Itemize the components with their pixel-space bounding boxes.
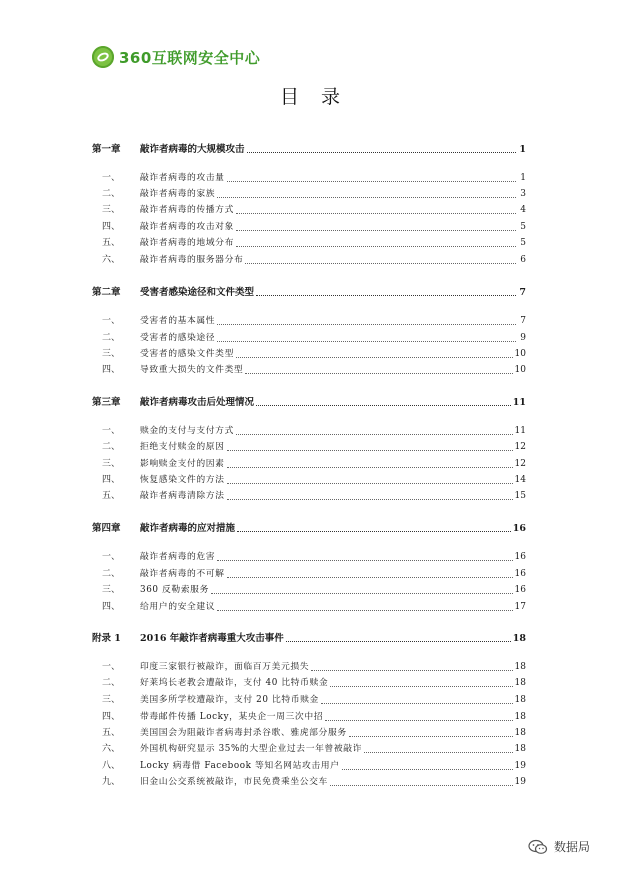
toc-section-row[interactable] <box>92 599 526 615</box>
toc-section-row[interactable] <box>92 566 526 582</box>
toc-section-row[interactable] <box>92 582 526 598</box>
toc-section-row[interactable] <box>92 675 526 691</box>
toc-number: 八、 <box>102 761 121 771</box>
toc-page-number: 15 <box>514 491 526 501</box>
toc-leader-dots <box>237 530 511 532</box>
toc-leader-dots <box>227 180 516 182</box>
toc-number: 一、 <box>102 426 121 436</box>
toc-number: 四、 <box>102 222 121 232</box>
toc-label: 印度三家银行被敲诈，面临百万美元损失 <box>140 662 310 672</box>
toc-label: 给用户的安全建议 <box>140 602 216 612</box>
toc-chapter-row[interactable] <box>92 141 526 157</box>
toc-label: 敲诈者病毒的传播方式 <box>140 205 234 215</box>
toc-chapter-row[interactable] <box>92 520 526 536</box>
toc-section-row[interactable] <box>92 439 526 455</box>
toc-number: 四、 <box>102 365 121 375</box>
toc-label: 导致重大损失的文件类型 <box>140 365 244 375</box>
toc-number: 四、 <box>102 602 121 612</box>
toc-page-number: 10 <box>514 365 526 375</box>
toc-leader-dots <box>330 685 512 687</box>
toc-leader-dots <box>245 372 512 374</box>
toc-label: 拒绝支付赎金的原因 <box>140 442 225 452</box>
toc-label: 敲诈者病毒的服务器分布 <box>140 255 244 265</box>
toc-page-number: 10 <box>514 349 526 359</box>
toc-number: 一、 <box>102 552 121 562</box>
toc-leader-dots <box>256 294 516 296</box>
toc-number: 第一章 <box>92 144 121 155</box>
toc-number: 一、 <box>102 173 121 183</box>
toc-number: 三、 <box>102 349 121 359</box>
toc-leader-dots <box>342 768 513 770</box>
toc-section-row[interactable] <box>92 758 526 774</box>
toc-section-row[interactable] <box>92 423 526 439</box>
toc-label: 敲诈者病毒的不可解 <box>140 569 225 579</box>
toc-number: 第四章 <box>92 523 121 534</box>
toc-number: 第二章 <box>92 287 121 298</box>
toc-page-number: 16 <box>512 523 526 534</box>
toc-leader-dots <box>247 151 516 153</box>
toc-leader-dots <box>236 212 516 214</box>
toc-label: 敲诈者病毒的危害 <box>140 552 216 562</box>
toc-leader-dots <box>236 229 516 231</box>
toc-number: 三、 <box>102 695 121 705</box>
toc-label: 敲诈者病毒的攻击量 <box>140 173 225 183</box>
toc-page-number: 5 <box>520 238 526 248</box>
toc-leader-dots <box>227 498 513 500</box>
toc-leader-dots <box>245 262 516 264</box>
toc-page-number: 19 <box>514 777 526 787</box>
toc-section-row[interactable] <box>92 709 526 725</box>
toc-leader-dots <box>217 196 516 198</box>
toc-page-number: 18 <box>514 695 526 705</box>
toc-page-number: 6 <box>520 255 526 265</box>
toc-leader-dots <box>256 404 511 406</box>
toc-number: 五、 <box>102 238 121 248</box>
toc-number: 二、 <box>102 678 121 688</box>
toc-number: 一、 <box>102 662 121 672</box>
toc-page-number: 16 <box>514 569 526 579</box>
toc-section-row[interactable] <box>92 330 526 346</box>
toc-section-row[interactable] <box>92 313 526 329</box>
toc-section-row[interactable] <box>92 219 526 235</box>
toc-page-number: 7 <box>519 287 526 298</box>
toc-label: 敲诈者病毒攻击后处理情况 <box>140 397 255 408</box>
toc-number: 二、 <box>102 333 121 343</box>
toc-number: 五、 <box>102 491 121 501</box>
logo-text: 360互联网安全中心 <box>119 48 261 67</box>
toc-label: 美国多所学校遭敲诈，支付 20 比特币赎金 <box>140 695 319 705</box>
toc-page-number: 11 <box>512 397 526 408</box>
toc-page-number: 18 <box>512 633 526 644</box>
toc-label: 敲诈者病毒的大规模攻击 <box>140 144 245 155</box>
toc-page-number: 4 <box>520 205 526 215</box>
toc-section-row[interactable] <box>92 659 526 675</box>
toc-page-number: 12 <box>514 442 526 452</box>
toc-leader-dots <box>217 609 512 611</box>
toc-page-number: 18 <box>514 744 526 754</box>
toc-leader-dots <box>321 702 513 704</box>
toc-number: 三、 <box>102 459 121 469</box>
toc-number: 三、 <box>102 205 121 215</box>
toc-number: 九、 <box>102 777 121 787</box>
footer-text: 数据局 <box>554 840 591 854</box>
toc-label: 带毒邮件传播 Locky，某央企一周三次中招 <box>140 712 324 722</box>
toc-leader-dots <box>217 559 512 561</box>
toc-number: 四、 <box>102 475 121 485</box>
toc-page-number: 1 <box>520 173 526 183</box>
toc-page-number: 17 <box>514 602 526 612</box>
toc-number: 二、 <box>102 189 121 199</box>
toc-leader-dots <box>227 449 513 451</box>
toc-leader-dots <box>217 323 516 325</box>
toc-leader-dots <box>364 751 512 753</box>
toc-leader-dots <box>227 466 513 468</box>
toc-leader-dots <box>236 245 516 247</box>
toc-page-number: 18 <box>514 662 526 672</box>
wechat-icon <box>528 839 548 855</box>
toc-leader-dots <box>211 592 513 594</box>
toc-label: 影响赎金支付的因素 <box>140 459 225 469</box>
toc-number: 六、 <box>102 255 121 265</box>
toc-label: 敲诈者病毒的攻击对象 <box>140 222 234 232</box>
toc-leader-dots <box>349 735 513 737</box>
toc-label: 敲诈者病毒清除方法 <box>140 491 225 501</box>
toc-chapter-row[interactable] <box>92 630 526 646</box>
toc-section-row[interactable] <box>92 186 526 202</box>
toc-label: 受害者的感染文件类型 <box>140 349 234 359</box>
toc-leader-dots <box>227 482 513 484</box>
toc-section-row[interactable] <box>92 549 526 565</box>
toc-number: 附录 1 <box>92 633 121 644</box>
toc-section-row[interactable] <box>92 202 526 218</box>
toc-number: 四、 <box>102 712 121 722</box>
toc-section-row[interactable] <box>92 488 526 504</box>
page-title: 目录 <box>279 86 362 108</box>
toc-section-row[interactable] <box>92 362 526 378</box>
toc-number: 三、 <box>102 585 121 595</box>
toc-page-number: 16 <box>514 585 526 595</box>
toc-section-row[interactable] <box>92 170 526 186</box>
toc-section-row[interactable] <box>92 252 526 268</box>
toc-section-row[interactable] <box>92 741 526 757</box>
toc-page-number: 7 <box>520 316 526 326</box>
toc-label: 美国国会为阻敲诈者病毒封杀谷歌、雅虎部分服务 <box>140 728 347 738</box>
toc-page-number: 3 <box>520 189 526 199</box>
toc-leader-dots <box>330 784 513 786</box>
toc-chapter-row[interactable] <box>92 284 526 300</box>
toc-number: 二、 <box>102 442 121 452</box>
toc-page-number: 19 <box>514 761 526 771</box>
footer-watermark <box>528 838 590 855</box>
toc-number: 二、 <box>102 569 121 579</box>
toc-page-number: 14 <box>514 475 526 485</box>
toc-label: 2016 年敲诈者病毒重大攻击事件 <box>140 633 284 644</box>
toc-label: 受害者感染途径和文件类型 <box>140 287 255 298</box>
toc-section-row[interactable] <box>92 774 526 790</box>
toc-page-number: 18 <box>514 678 526 688</box>
toc-label: 敲诈者病毒的应对措施 <box>140 523 236 534</box>
toc-label: Locky 病毒借 Facebook 等知名网站攻击用户 <box>140 761 340 771</box>
toc-section-row[interactable] <box>92 472 526 488</box>
toc-number: 一、 <box>102 316 121 326</box>
toc-label: 360 反勒索服务 <box>140 585 209 595</box>
toc-leader-dots <box>325 719 512 721</box>
toc-section-row[interactable] <box>92 456 526 472</box>
toc-chapter-row[interactable] <box>92 394 526 410</box>
toc-number: 六、 <box>102 744 121 754</box>
toc-leader-dots <box>236 356 513 358</box>
toc-label: 赎金的支付与支付方式 <box>140 426 234 436</box>
toc-page-number: 18 <box>514 728 526 738</box>
toc-leader-dots <box>286 640 511 642</box>
toc-label: 受害者的基本属性 <box>140 316 216 326</box>
toc-section-row[interactable] <box>92 692 526 708</box>
toc-section-row[interactable] <box>92 725 526 741</box>
toc-section-row[interactable] <box>92 346 526 362</box>
toc-page-number: 18 <box>514 712 526 722</box>
toc-number: 五、 <box>102 728 121 738</box>
toc-page-number: 9 <box>520 333 526 343</box>
toc-label: 受害者的感染途径 <box>140 333 216 343</box>
toc-label: 外国机构研究显示 35%的大型企业过去一年曾被敲诈 <box>140 744 363 754</box>
toc-section-row[interactable] <box>92 235 526 251</box>
toc-label: 敲诈者病毒的家族 <box>140 189 216 199</box>
header-logo <box>92 44 260 70</box>
toc-page-number: 16 <box>514 552 526 562</box>
toc-label: 旧金山公交系统被敲诈，市民免费乘坐公交车 <box>140 777 328 787</box>
toc-leader-dots <box>227 576 513 578</box>
toc-label: 敲诈者病毒的地域分布 <box>140 238 234 248</box>
toc-page-number: 5 <box>520 222 526 232</box>
logo-icon <box>92 46 114 68</box>
toc-label: 恢复感染文件的方法 <box>140 475 225 485</box>
toc-leader-dots <box>236 433 513 435</box>
toc-leader-dots <box>217 340 516 342</box>
toc-leader-dots <box>311 669 512 671</box>
toc-page-number: 11 <box>514 426 526 436</box>
toc-label: 好莱坞长老教会遭敲诈，支付 40 比特币赎金 <box>140 678 329 688</box>
toc-page-number: 1 <box>519 144 526 155</box>
toc-page-number: 12 <box>514 459 526 469</box>
toc-number: 第三章 <box>92 397 121 408</box>
